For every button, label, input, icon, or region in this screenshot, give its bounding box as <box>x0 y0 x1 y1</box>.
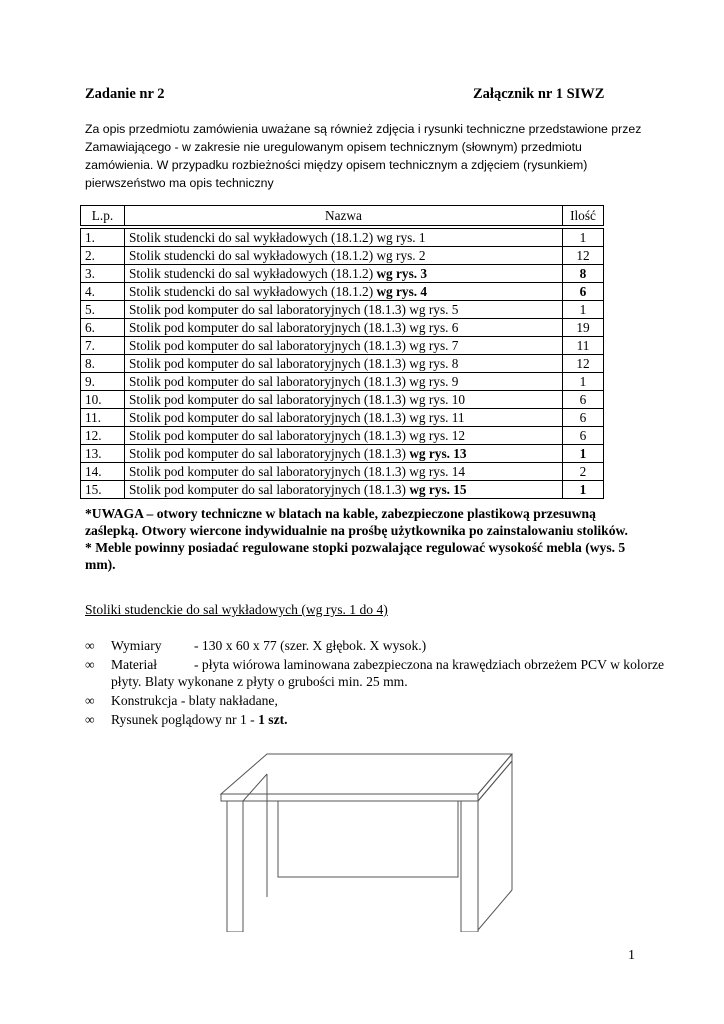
table-row <box>81 391 604 409</box>
row-qty: 1 <box>563 445 604 463</box>
row-qty: 2 <box>563 463 604 481</box>
spec-item-material <box>85 656 665 690</box>
infinity-bullet-icon: ∞ <box>85 693 95 708</box>
dimensions-value: - 130 x 60 x 77 (szer. X głębok. X wysok.) <box>194 638 427 653</box>
table-row <box>81 301 604 319</box>
row-qty: 6 <box>563 283 604 301</box>
notes-block <box>85 505 651 573</box>
drawing-text: Rysunek poglądowy nr 1 - <box>111 712 259 727</box>
row-lp: 6. <box>81 319 125 337</box>
table-row <box>81 355 604 373</box>
table-row <box>81 481 604 499</box>
row-lp: 15. <box>81 481 125 499</box>
row-name-text: Stolik pod komputer do sal laboratoryjnych (18.1.3) wg rys. 6 <box>129 320 459 335</box>
infinity-bullet-icon: ∞ <box>85 657 95 672</box>
table-row <box>81 427 604 445</box>
table-header-row <box>81 206 604 228</box>
table-row <box>81 283 604 301</box>
row-name-text: Stolik pod komputer do sal laboratoryjnych (18.1.3) wg rys. 9 <box>129 374 459 389</box>
row-drawing-ref: wg rys. 3 <box>376 266 428 281</box>
row-lp: 11. <box>81 409 125 427</box>
table-row <box>81 409 604 427</box>
row-name <box>125 337 563 355</box>
row-name <box>125 409 563 427</box>
material-value: - płyta wiórowa laminowana zabezpieczona na krawędziach obrzeżem PCV w kolorze płyty. Blaty wykonane z płyty o grubości min. 25 mm. <box>111 657 665 689</box>
table-row <box>81 445 604 463</box>
infinity-bullet-icon: ∞ <box>85 712 95 727</box>
spec-item-drawing <box>85 711 665 728</box>
row-name <box>125 427 563 445</box>
row-name-text: Stolik pod komputer do sal laboratoryjnych (18.1.3) wg rys. 7 <box>129 338 459 353</box>
table-row <box>81 265 604 283</box>
row-name <box>125 301 563 319</box>
row-name-text: Stolik studencki do sal wykładowych (18.1.2) wg rys. 1 <box>129 230 426 245</box>
row-lp: 10. <box>81 391 125 409</box>
row-name <box>125 445 563 463</box>
row-lp: 3. <box>81 265 125 283</box>
construction-text: Konstrukcja - blaty nakładane, <box>111 693 278 708</box>
row-qty: 1 <box>563 301 604 319</box>
row-lp: 4. <box>81 283 125 301</box>
row-name-text: Stolik studencki do sal wykładowych (18.1.2) wg rys. 2 <box>129 248 426 263</box>
desk-top <box>221 754 512 794</box>
row-name-text: Stolik pod komputer do sal laboratoryjnych (18.1.3) wg rys. 10 <box>129 392 466 407</box>
row-name-text: Stolik pod komputer do sal laboratoryjnych (18.1.3) <box>129 446 410 461</box>
intro-paragraph: Za opis przedmiotu zamówienia uważane są również zdjęcia i rysunki techniczne przedstawione przez Zamawiającego - w zakresie nie uregulowanym opisem technicznym (słownym) przedmiotu zamówienia. W przypadku rozbieżności między opisem technicznym a zdjęciem (rysunkiem) pierwszeństwo ma opis techniczny <box>85 122 642 190</box>
row-qty: 6 <box>563 409 604 427</box>
table-row <box>81 319 604 337</box>
row-name <box>125 481 563 499</box>
table-row <box>81 463 604 481</box>
row-lp: 7. <box>81 337 125 355</box>
page-number: 1 <box>628 948 635 963</box>
row-qty: 11 <box>563 337 604 355</box>
row-drawing-ref: wg rys. 15 <box>409 482 467 497</box>
spec-item-dimensions <box>85 637 665 654</box>
row-name-text: Stolik pod komputer do sal laboratoryjnych (18.1.3) wg rys. 12 <box>129 428 466 443</box>
row-name-text: Stolik pod komputer do sal laboratoryjnych (18.1.3) wg rys. 5 <box>129 302 459 317</box>
row-name <box>125 373 563 391</box>
row-name <box>125 391 563 409</box>
row-qty: 12 <box>563 355 604 373</box>
task-title: Zadanie nr 2 <box>85 86 165 102</box>
row-qty: 1 <box>563 481 604 499</box>
dimensions-label: Wymiary <box>111 638 162 653</box>
table-row <box>81 247 604 265</box>
infinity-bullet-icon: ∞ <box>85 638 95 653</box>
row-name <box>125 283 563 301</box>
header-name: Nazwa <box>125 206 563 228</box>
row-name-text: Stolik pod komputer do sal laboratoryjnych (18.1.3) wg rys. 8 <box>129 356 459 371</box>
drawing-qty: 1 szt. <box>258 712 288 727</box>
row-name-text: Stolik studencki do sal wykładowych (18.1.2) <box>129 284 377 299</box>
desk-right-leg <box>461 801 478 932</box>
row-lp: 5. <box>81 301 125 319</box>
row-name <box>125 227 563 247</box>
row-qty: 6 <box>563 391 604 409</box>
row-qty: 1 <box>563 373 604 391</box>
row-name <box>125 355 563 373</box>
row-name-text: Stolik pod komputer do sal laboratoryjnych (18.1.3) wg rys. 11 <box>129 410 465 425</box>
row-lp: 2. <box>81 247 125 265</box>
row-drawing-ref: wg rys. 13 <box>409 446 467 461</box>
row-qty: 19 <box>563 319 604 337</box>
note-holes: *UWAGA – otwory techniczne w blatach na kable, zabezpieczone plastikową przesuwną zaślepką. Otwory wiercone indywidualnie na prośbę użytkownika po zainstalowaniu stolików. <box>85 506 628 538</box>
row-lp: 14. <box>81 463 125 481</box>
row-name-text: Stolik pod komputer do sal laboratoryjnych (18.1.3) <box>129 482 410 497</box>
header-lp: L.p. <box>81 206 125 228</box>
row-name <box>125 247 563 265</box>
row-lp: 12. <box>81 427 125 445</box>
row-qty: 8 <box>563 265 604 283</box>
row-qty: 12 <box>563 247 604 265</box>
table-row <box>81 373 604 391</box>
row-name <box>125 319 563 337</box>
row-drawing-ref: wg rys. 4 <box>376 284 428 299</box>
row-qty: 1 <box>563 227 604 247</box>
header-qty: Ilość <box>563 206 604 228</box>
table-row <box>81 227 604 247</box>
items-table <box>80 205 604 499</box>
spec-list <box>85 637 665 730</box>
attachment-title: Załącznik nr 1 SIWZ <box>473 86 605 102</box>
table-body <box>81 227 604 499</box>
row-lp: 9. <box>81 373 125 391</box>
row-qty: 6 <box>563 427 604 445</box>
row-lp: 1. <box>81 227 125 247</box>
row-name-text: Stolik studencki do sal wykładowych (18.1.2) <box>129 266 377 281</box>
desk-back-panel <box>278 801 458 877</box>
desk-drawing <box>218 752 518 932</box>
section-title: Stoliki studenckie do sal wykładowych (wg rys. 1 do 4) <box>85 602 388 617</box>
note-feet: * Meble powinny posiadać regulowane stopki pozwalające regulować wysokość mebla (wys. 5 mm). <box>85 540 626 572</box>
row-lp: 13. <box>81 445 125 463</box>
row-name <box>125 265 563 283</box>
spec-item-construction <box>85 692 665 709</box>
desk-left-leg <box>227 801 243 932</box>
material-label: Materiał <box>111 657 158 672</box>
desk-top-edge <box>221 794 478 801</box>
row-lp: 8. <box>81 355 125 373</box>
table-row <box>81 337 604 355</box>
row-name <box>125 463 563 481</box>
row-name-text: Stolik pod komputer do sal laboratoryjnych (18.1.3) wg rys. 14 <box>129 464 466 479</box>
